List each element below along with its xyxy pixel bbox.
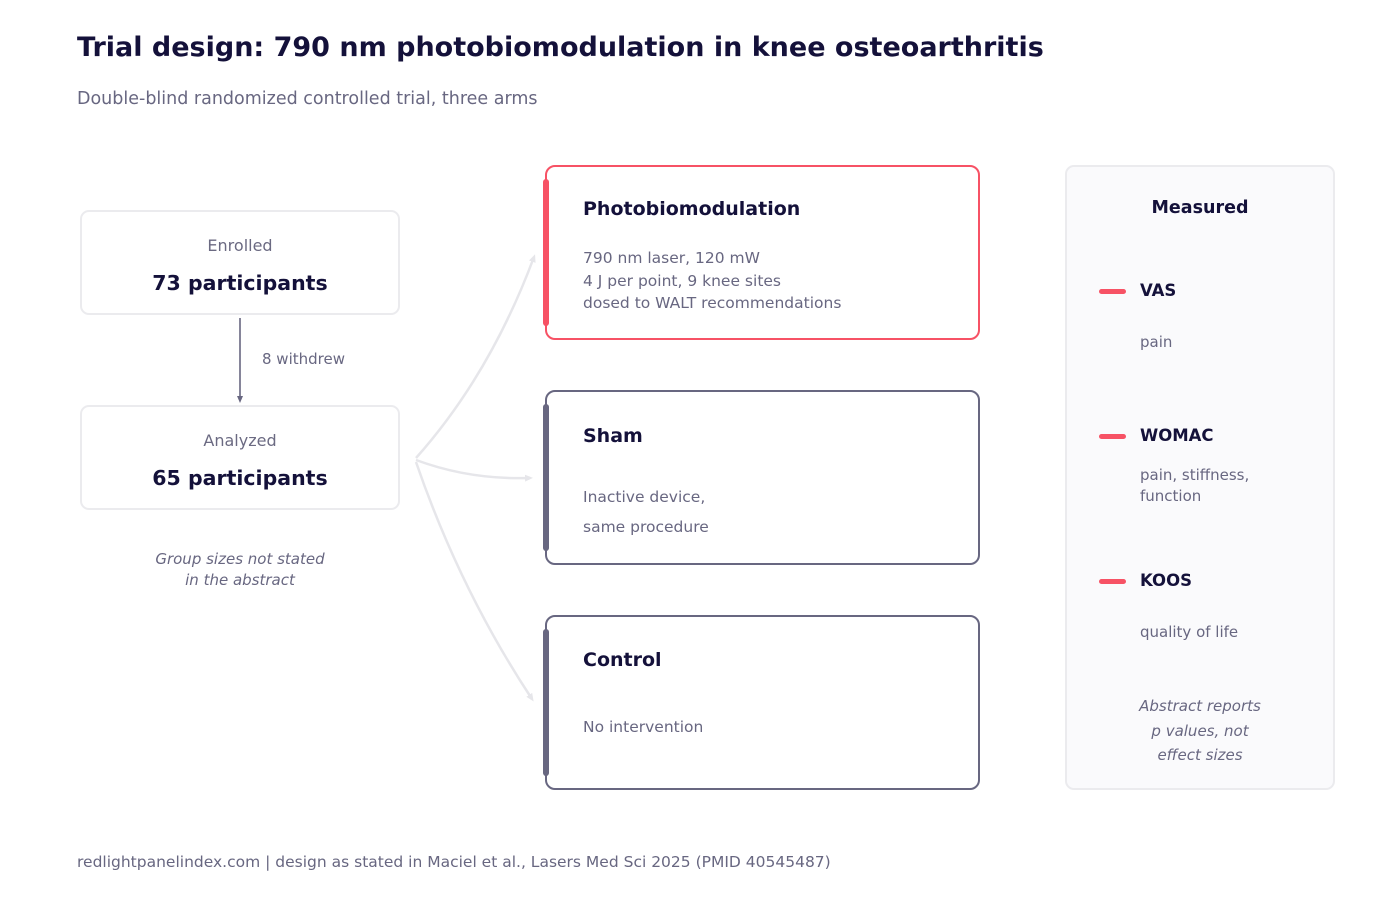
page-subtitle: Double-blind randomized controlled trial, three arms — [77, 89, 538, 109]
measured-note: Abstract reports p values, not effect sizes — [1139, 697, 1261, 764]
metric-name: VAS — [1140, 281, 1177, 300]
randomization-arrow-control — [416, 462, 532, 699]
metric-name: KOOS — [1140, 571, 1192, 590]
arm-description: No intervention — [583, 718, 704, 736]
group-size-note-text: Group sizes not stated in the abstract — [155, 550, 325, 589]
arm-accent-bar — [543, 404, 549, 551]
metric-description: quality of life — [1140, 623, 1239, 641]
enrolled-count: 73 participants — [152, 271, 328, 295]
enrolled-label: Enrolled — [207, 236, 273, 255]
randomization-arrow-pbm — [416, 257, 534, 458]
metric-description: pain, stiffness, function — [1140, 466, 1250, 505]
arm-description: Inactive device, same procedure — [583, 488, 709, 536]
metric-name: WOMAC — [1140, 426, 1214, 445]
page-title: Trial design: 790 nm photobiomodulation in knee osteoarthritis — [77, 32, 1044, 63]
arm-name: Sham — [583, 425, 643, 447]
analyzed-label: Analyzed — [203, 431, 277, 450]
metric-dash — [1099, 434, 1126, 439]
arm-photobiomodulation — [545, 165, 980, 340]
randomization-arrow-sham — [416, 460, 530, 478]
arm-sham — [545, 390, 980, 565]
group-size-note — [100, 549, 380, 591]
analyzed-box — [80, 405, 400, 510]
arm-description: 790 nm laser, 120 mW 4 J per point, 9 knee sites dosed to WALT recommendations — [583, 249, 842, 312]
metric-dash — [1099, 289, 1126, 294]
arm-name: Photobiomodulation — [583, 198, 801, 220]
withdrawal-label: 8 withdrew — [262, 350, 345, 368]
source-footer: redlightpanelindex.com | design as stated in Maciel et al., Lasers Med Sci 2025 (PMID 40545487) — [77, 853, 831, 871]
arm-control — [545, 615, 980, 790]
arm-name: Control — [583, 649, 662, 671]
enrolled-box — [80, 210, 400, 315]
measured-panel — [1065, 165, 1335, 790]
arm-accent-bar — [543, 629, 549, 776]
measured-title: Measured — [1151, 198, 1249, 218]
metric-description: pain — [1140, 333, 1173, 351]
arm-accent-bar — [543, 179, 549, 326]
analyzed-count: 65 participants — [152, 466, 328, 490]
metric-dash — [1099, 579, 1126, 584]
